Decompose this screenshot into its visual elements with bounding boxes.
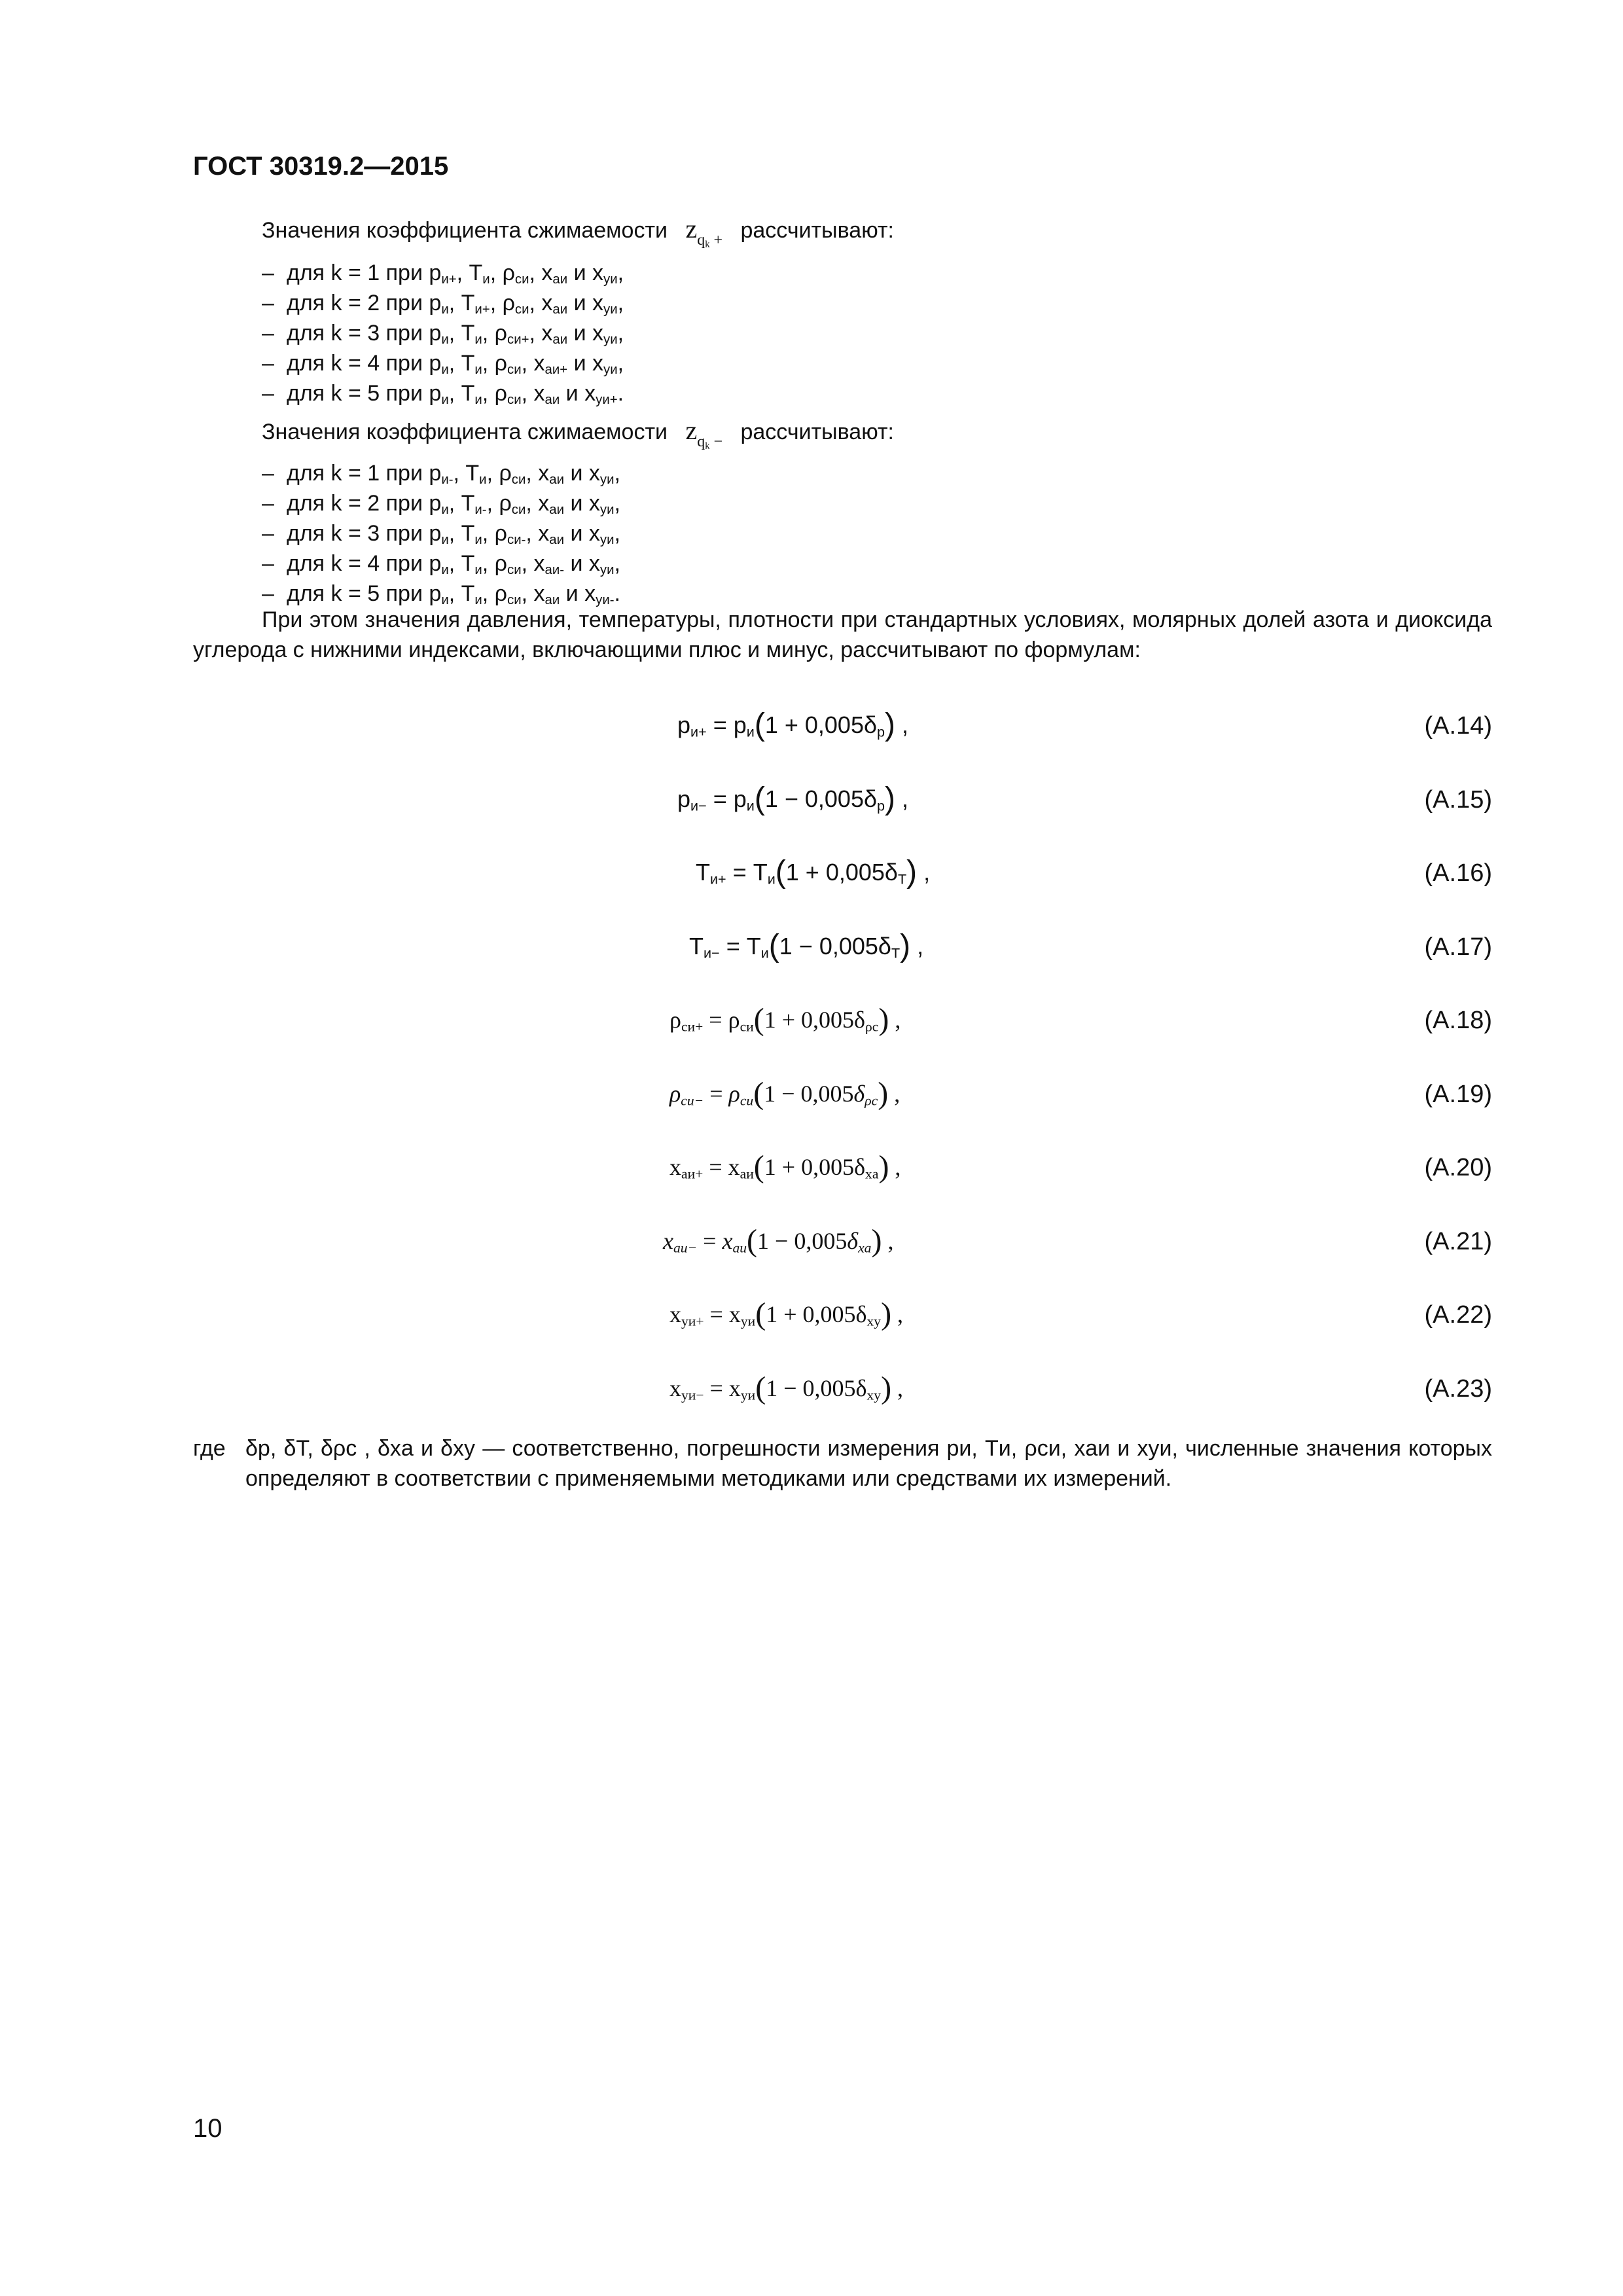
where-label: где [193, 1436, 226, 1461]
list-item: – для k = 5 при $p_и$, $T_и$, $\rho_{си}$, $x_{аи}$ и $x_{уи+}$. [262, 378, 624, 408]
formula-rhs: $x_{уи}$ [728, 1301, 756, 1329]
formula-line: $p_{и+} = p_и(1 + 0,005\delta_p)$ , [677, 708, 909, 742]
list-dash: – [262, 461, 274, 486]
formula-rhs: $\rho_{си}$ [728, 1007, 754, 1035]
list-dash: – [262, 321, 274, 346]
formula-line: $p_{и-} = p_и(1 - 0,005\delta_p)$ , [677, 781, 909, 816]
formula-line: $T_{и-} = T_и(1 - 0,005\delta_T)$ , [689, 929, 924, 963]
list-item: – для k = 2 при $p_и$, $T_{и-}$, $\rho_{си}$, $x_{аи}$ и $x_{уи}$, [262, 488, 620, 518]
equation-number: (А.15) [1424, 786, 1492, 814]
formula-lhs: $p_{и+}$ [677, 711, 707, 740]
formula-lhs: $p_{и-}$ [677, 785, 707, 814]
list-dash: – [262, 521, 274, 546]
open-paren: ( [754, 781, 765, 816]
list-item: – для k = 2 при $p_и$, $T_{и+}$, $\rho_{си}$, $x_{аи}$ и $x_{уи}$, [262, 288, 624, 318]
open-paren: ( [753, 1076, 764, 1111]
document-code: ГОСТ 30319.2—2015 [193, 152, 449, 181]
formula-line: $x_{уи-} = x_{уи}(1 - 0,005\delta_{xy})$ , [669, 1371, 904, 1405]
delta-term: $\delta_{\rho с}$ [854, 1007, 879, 1035]
list-item: – для k = 3 при $p_и$, $T_и$, $\rho_{си-}$, $x_{аи}$ и $x_{уи}$, [262, 518, 620, 548]
list-dash: – [262, 381, 274, 406]
formula-lhs: $x_{аи+}$ [669, 1154, 704, 1182]
list-item: – для k = 5 при $p_и$, $T_и$, $\rho_{си}$, $x_{аи}$ и $x_{уи-}$. [262, 579, 620, 609]
formula-lhs: $x_{уи+}$ [669, 1301, 704, 1329]
list-item: – для k = 3 при $p_и$, $T_и$, $\rho_{си+}$, $x_{аи}$ и $x_{уи}$, [262, 318, 624, 348]
open-paren: ( [753, 1002, 764, 1037]
formula-lhs: $T_{и+}$ [696, 859, 726, 888]
delta-term: $\delta_{xy}$ [855, 1301, 882, 1329]
equation-number: (А.16) [1424, 859, 1492, 887]
list-dash: – [262, 260, 274, 285]
equation-number: (А.14) [1424, 712, 1492, 740]
close-paren: ) [878, 1076, 889, 1111]
delta-term: $\delta_{xy}$ [855, 1375, 882, 1403]
formula-line: $x_{аи+} = x_{аи}(1 + 0,005\delta_{xa})$ , [669, 1149, 901, 1184]
formula-rhs: $x_{аи}$ [722, 1228, 747, 1256]
z-minus-intro: Значения коэффициента сжимаемости $z_{q_k -}$ рассчитывают: [262, 416, 894, 452]
formula-rhs: $T_и$ [746, 933, 769, 961]
formula-lhs: $\rho_{си-}$ [669, 1081, 704, 1109]
where-text: δp, δT, δρc , δxa и δxy — соответственно, погрешности измерения pи, Tи, ρси, xаи и xуи, численные значения которых определяют в соответствии с применяемыми методиками или средствами их измерений. [245, 1436, 1492, 1491]
list-item: – для k = 1 при $p_{и+}$, $T_и$, $\rho_{си}$, $x_{аи}$ и $x_{уи}$, [262, 258, 624, 288]
close-paren: ) [881, 1297, 892, 1331]
open-paren: ( [755, 1297, 766, 1331]
equation-number: (А.22) [1424, 1301, 1492, 1329]
open-paren: ( [747, 1223, 758, 1258]
formula-lhs: $x_{аи-}$ [663, 1228, 698, 1256]
list-dash: – [262, 551, 274, 576]
close-paren: ) [900, 929, 911, 963]
formula-rhs: $p_и$ [733, 785, 755, 814]
list-plus [262, 258, 624, 408]
list-item: – для k = 4 при $p_и$, $T_и$, $\rho_{си}$, $x_{аи+}$ и $x_{уи}$, [262, 348, 624, 378]
open-paren: ( [775, 855, 786, 889]
open-paren: ( [753, 1149, 764, 1184]
formula-lhs: $\rho_{си+}$ [669, 1007, 704, 1035]
formula-rhs: $\rho_{си}$ [728, 1081, 754, 1109]
formula-rhs: $x_{аи}$ [728, 1154, 754, 1182]
open-paren: ( [755, 1371, 766, 1405]
formula-rhs: $T_и$ [753, 859, 776, 888]
delta-term: $\delta_{\rho с}$ [853, 1081, 878, 1109]
equation-number: (А.17) [1424, 933, 1492, 961]
list-minus [262, 458, 620, 609]
delta-term: $\delta_p$ [863, 711, 885, 740]
formula-line: $\rho_{си-} = \rho_{си}(1 - 0,005\delta_{\rho с})$ , [669, 1076, 901, 1111]
equation-number: (А.19) [1424, 1081, 1492, 1108]
delta-term: $\delta_{xa}$ [854, 1154, 879, 1182]
close-paren: ) [885, 781, 896, 816]
formula-line: $\rho_{си+} = \rho_{си}(1 + 0,005\delta_{\rho с})$ , [669, 1002, 901, 1037]
list-dash: – [262, 581, 274, 606]
page-number: 10 [193, 2114, 223, 2143]
close-paren: ) [878, 1149, 889, 1184]
formula-rhs: $p_и$ [733, 711, 755, 740]
delta-term: $\delta_{xa}$ [847, 1228, 872, 1256]
equation-number: (А.20) [1424, 1154, 1492, 1181]
open-paren: ( [768, 929, 779, 963]
list-dash: – [262, 291, 274, 315]
equation-number: (А.23) [1424, 1375, 1492, 1403]
z-symbol: $z_{q_k -}$ [685, 416, 723, 452]
open-paren: ( [754, 708, 765, 742]
close-paren: ) [906, 855, 918, 889]
formula-lhs: $x_{уи-}$ [669, 1375, 704, 1403]
z-symbol: $z_{q_k +}$ [685, 214, 723, 250]
list-item: – для k = 1 при $p_{и-}$, $T_и$, $\rho_{си}$, $x_{аи}$ и $x_{уи}$, [262, 458, 620, 488]
z-plus-intro: Значения коэффициента сжимаемости $z_{q_k +}$ рассчитывают: [262, 214, 894, 250]
close-paren: ) [871, 1223, 882, 1258]
list-item: – для k = 4 при $p_и$, $T_и$, $\rho_{си}$, $x_{аи-}$ и $x_{уи}$, [262, 548, 620, 579]
body-paragraph: При этом значения давления, температуры, плотности при стандартных условиях, молярных долей азота и диоксида углерода с нижними индексами, включающими плюс и минус, рассчитывают по формулам: [193, 607, 1492, 662]
delta-term: $\delta_T$ [878, 933, 901, 961]
formula-rhs: $x_{уи}$ [728, 1375, 756, 1403]
delta-term: $\delta_p$ [863, 785, 885, 814]
close-paren: ) [885, 708, 896, 742]
formula-line: $x_{аи-} = x_{аи}(1 - 0,005\delta_{xa})$ , [663, 1223, 894, 1258]
list-dash: – [262, 351, 274, 376]
delta-term: $\delta_T$ [884, 859, 907, 888]
list-dash: – [262, 491, 274, 516]
formula-lhs: $T_{и-}$ [689, 933, 720, 961]
where-clause [193, 1433, 1492, 1494]
formula-line: $x_{уи+} = x_{уи}(1 + 0,005\delta_{xy})$ , [669, 1297, 904, 1331]
formula-line: $T_{и+} = T_и(1 + 0,005\delta_T)$ , [696, 855, 931, 889]
close-paren: ) [881, 1371, 892, 1405]
equation-number: (А.21) [1424, 1228, 1492, 1255]
equation-number: (А.18) [1424, 1007, 1492, 1034]
close-paren: ) [878, 1002, 889, 1037]
